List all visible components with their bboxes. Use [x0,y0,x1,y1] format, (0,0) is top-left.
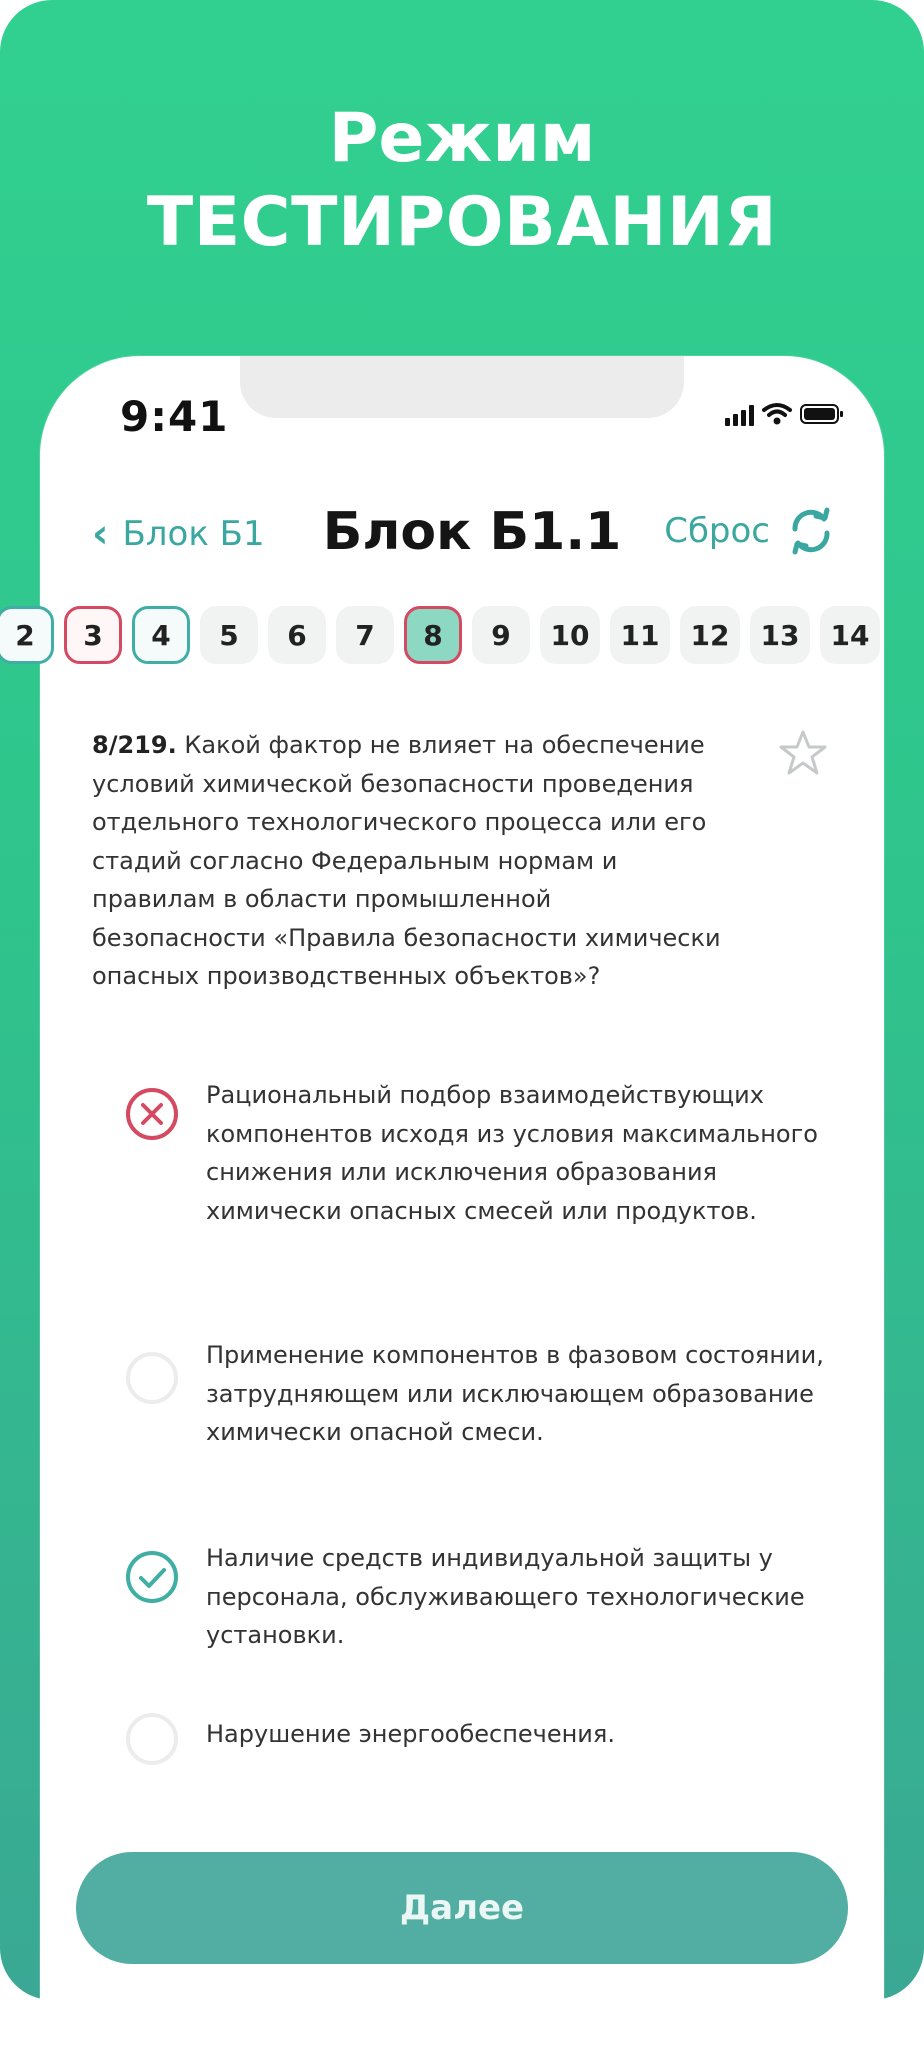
question-body: Какой фактор не влияет на обеспечение условий химической безопасности проведения отдельного технологического процесса или его стадий согласно Федеральным нормам и правилам в области промышленной безопасности «Правила безопасности химически опасных производственных объектов»? [92,731,721,990]
promo-title-line-1: Режим [328,99,596,178]
reset-label: Сброс [664,511,770,551]
question-chip[interactable]: 11 [610,606,670,664]
question-chip[interactable]: 12 [680,606,740,664]
answer-option-text: Рациональный подбор взаимодействующих компонентов исходя из условия максимального снижения или исключения образования химически опасных смесей или продуктов. [206,1081,818,1225]
question-chip[interactable]: 14 [820,606,880,664]
question-number: 8/219. [92,731,177,759]
wrong-answer-icon [124,1086,180,1142]
battery-icon [800,402,844,426]
question-chip[interactable]: 7 [336,606,394,664]
back-label: Блок Б1 [122,514,265,554]
status-icons [725,396,844,426]
question-text [92,726,732,996]
reset-button[interactable] [664,506,836,556]
chevron-left-icon: ‹ [92,511,109,557]
next-button[interactable]: Далее [76,1852,848,1964]
page-title: Блок Б1.1 [322,502,622,562]
question-chip[interactable]: 2 [0,606,54,664]
question-chip[interactable]: 3 [64,606,122,664]
navigation-bar [40,496,884,576]
wifi-icon [762,402,792,426]
promo-title-line-2: ТЕСТИРОВАНИЯ [146,183,778,262]
promo-headline [0,99,924,262]
question-pager [0,606,880,666]
refresh-icon [786,506,836,556]
phone-notch [240,356,684,418]
question-chip[interactable]: 9 [472,606,530,664]
question-chip[interactable]: 4 [132,606,190,664]
question-chip-current[interactable]: 8 [404,606,462,664]
correct-answer-icon [124,1549,180,1605]
question-chip[interactable]: 13 [750,606,810,664]
question-chip[interactable]: 5 [200,606,258,664]
star-icon[interactable] [778,728,828,782]
answer-option-text: Нарушение энергообеспечения. [206,1720,615,1748]
status-time: 9:41 [120,392,229,441]
question-chip[interactable]: 10 [540,606,600,664]
radio-empty-icon [124,1711,180,1767]
phone-frame [15,356,884,2046]
radio-empty-icon [124,1350,180,1406]
question-chip[interactable]: 6 [268,606,326,664]
cellular-signal-icon [725,404,754,426]
answer-option-text: Наличие средств индивидуальной защиты у персонала, обслуживающего технологические установки. [206,1544,805,1649]
answer-option-text: Применение компонентов в фазовом состоянии, затрудняющем или исключающем образование химически опасной смеси. [206,1341,824,1446]
